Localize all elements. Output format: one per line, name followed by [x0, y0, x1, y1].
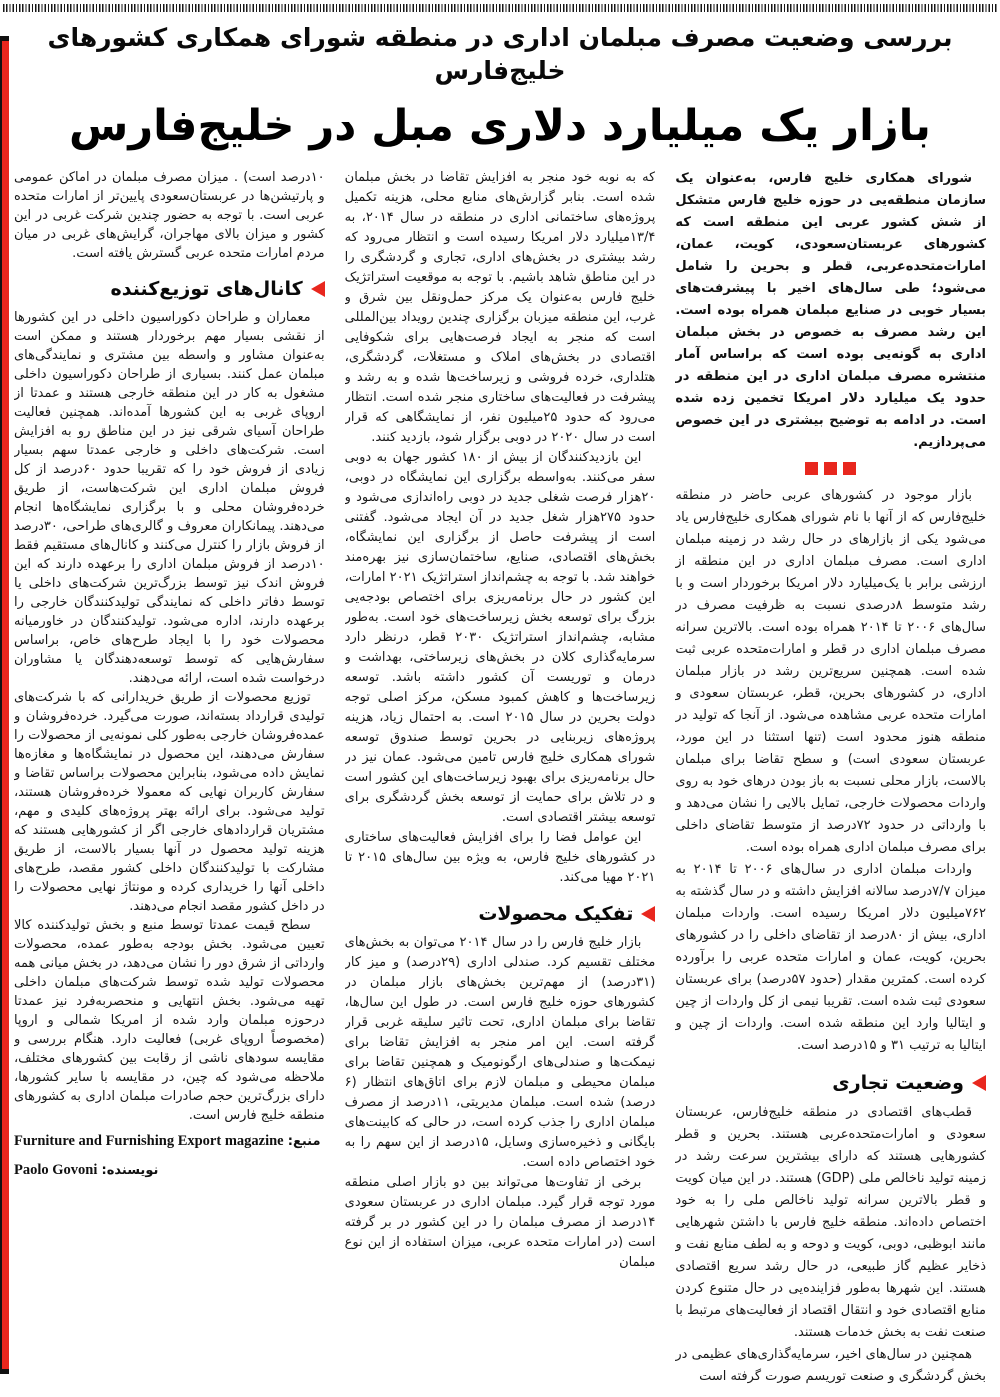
triangle-bullet-icon	[311, 281, 325, 297]
meta-value: Paolo Govoni	[13, 1161, 98, 1178]
source-line	[14, 1129, 325, 1154]
red-square-icon	[824, 462, 837, 475]
paragraph: ۱۰درصد است) . میزان مصرف مبلمان در اماکن عمومی و پارتیشن‌ها در عربستان‌سعودی پایین‌تر از امارات متحده عربی است. با توجه به حضور چندین شرکت غربی در این کشور و میزان بالای مهاجران، گرایش‌های غربی در میان مردم امارات متحده عربی گسترش یافته است.	[13, 170, 325, 261]
red-square-icon	[805, 462, 818, 475]
paragraph: همچنین در سال‌های اخیر، سرمایه‌گذاری‌های عظیمی در بخش گردشگری و صنعت توریسم صورت گرفته است	[675, 1346, 986, 1384]
article-column-middle	[345, 168, 656, 1397]
paragraph: این عوامل فضا را برای افزایش فعالیت‌های ساختاری در کشورهای خلیج فارس، به ویژه بین سال‌های ۲۰۱۵ تا ۲۰۲۱ مهیا می‌کند.	[344, 830, 656, 885]
lead-paragraph: شورای همکاری خلیج فارس، به‌عنوان یک سازمان منطقه‌یی در حوزه خلیج فارس متشکل از شش کشور عربی این منطقه است که کشورهای عربستان‌سعودی، کویت، عمان، امارات‌متحده‌عربی، قطر و بحرین را شامل می‌شود؛ طی سال‌های اخیر با پیشرفت‌های بسیار خوبی در صنایع مبلمان همراه بوده است. این رشد مصرف به خصوص در بخش مبلمان اداری به گونه‌یی بوده است که براساس آمار منتشره مصرف مبلمان اداری در این منطقه در حدود یک میلیارد دلار امریکا تخمین زده شده است. در ادامه به توضیح بیشتری در این خصوص می‌پردازیم.	[675, 171, 986, 450]
paragraph: توزیع محصولات از طریق خریدارانی که با شرکت‌های تولیدی قرارداد بسته‌اند، صورت می‌گیرد. خرده‌فروشان و عمده‌فروشان خارجی به‌طور کلی نمونه‌یی از محصولات را سفارش می‌دهند، این محصول در نمایشگاه‌ها و مغازه‌ها نمایش داده می‌شود، بنابراین محصولات براساس تقاضا و سفارش کاربران نهایی که معمولا خرده‌فروشان هستند، تولید می‌شود. برای ارائه بهتر پروژه‌های کلیدی و مهم، مشتریان قراردادهای خارجی اگر از کشورهایی هستند که هزینه تولید محصول در آنها بسیار بالاست، از طریق مشارکت با تولیدکنندگان داخلی کشور مقصد، طرح‌های داخلی آنها را خریداری کرده و مونتاژ نهایی محصولات را در داخل کشور مقصد انجام می‌دهند.	[13, 689, 325, 914]
author-line	[14, 1158, 325, 1183]
section-header	[14, 279, 325, 300]
paragraph: که به نوبه خود منجر به افزایش تقاضا در بخش مبلمان شده است. بنابر گزارش‌های منابع محلی، هزینه تکمیل پروژه‌های ساختمانی اداری در منطقه در سال ۲۰۱۴، به ۱۳/۴میلیارد دلار امریکا رسیده است و انتظار می‌رود که رشد بیشتری در بخش‌های اداری، تجاری و گردشگری را در این مناطق شاهد باشیم. با توجه به موقعیت استراتژیک خلیج فارس به‌عنوان یک مرکز حمل‌ونقل بین شرق و غرب، این منطقه میزبان برگزاری چندین رویداد بین‌المللی است که منجر به ایجاد فرصت‌هایی برای شکوفایی اقتصادی در بخش‌های املاک و مستغلات، گردشگری، هتلداری، خرده فروشی و زیرساخت‌ها شده و به رشد و پیشرفت در فعالیت‌های ساختاری منجر شده است. انتظار می‌رود که حدود ۲۵میلیون نفر، از نمایشگاهی که قرار است در سال ۲۰۲۰ در دوبی برگزار شود، بازدید کنند.	[344, 170, 656, 445]
paragraph: سطح قیمت عمدتا توسط منبع و بخش تولیدکننده کالا تعیین می‌شود. بخش بودجه به‌طور عمده، محصولات وارداتی از شرق دور را نشان می‌دهد، در بخش میانی همه محصولات تولید شده توسط شرکت‌های مبلمان داخلی تهیه می‌شود. بخش انتهایی و منحصربه‌فرد نیز عمدتا درحوزه مبلمان وارد شده از امریکا شمالی و اروپا (مخصوصاً اروپای غربی) فعالیت دارد. هنگام بررسی و مقایسه سودهای ناشی از رقابت بین کشورهای مختلف، ملاحظه می‌شود که چین، در مقایسه با سایر کشورها، دارای بزرگ‌ترین حجم صادرات مبلمان اداری به کشورهای منطقه خلیج فارس است.	[13, 917, 325, 1123]
kicker: بررسی وضعیت مصرف مبلمان اداری در منطقه شورای همکاری کشورهای خلیج‌فارس	[47, 23, 953, 85]
paragraph: بازار خلیج فارس را در سال ۲۰۱۴ می‌توان به بخش‌های مختلف تقسیم کرد. صندلی اداری (۲۹درصد) و میز کار (۳۱درصد) از مهم‌ترین بخش‌های بازار مبلمان در کشورهای حوزه خلیج فارس است. در طول این سال‌ها، تقاضا برای مبلمان اداری، تحت تاثیر سلیقه غربی قرار گرفته است. این امر منجر به افزایش تقاضا برای نیمکت‌ها و صندلی‌های ارگونومیک و همچنین تقاضا برای مبلمان محیطی و مبلمان لازم برای اتاق‌های انتظار (۶ درصد) شده است. مبلمان مدیریتی، ۱۱درصد از مصرف مبلمان اداری را جذب کرده است، در حالی که کابینت‌های بایگانی و ذخیره‌سازی وسایل، ۱۵درصد از این سهم را به خود اختصاص داده است.	[344, 934, 656, 1170]
section-title: تفکیک محصولات	[478, 903, 634, 925]
paragraph: بازار موجود در کشورهای عربی حاضر در منطقه خلیج‌فارس که از آنها با نام شورای همکاری خلیج‌فارس یاد می‌شود یکی از بازارهای در حال رشد در زمینه مبلمان اداری است. مصرف مبلمان اداری در این منطقه از ارزشی برابر با یک‌میلیارد دلار امریکا برخوردار است و با رشد متوسط ۸درصدی نسبت به ظرفیت مصرف در سال‌های ۲۰۰۶ تا ۲۰۱۴ همراه بوده است. بالاترین سرانه مصرف مبلمان اداری در قطر و امارات‌متحده عربی ثبت شده است. همچنین سریع‌ترین رشد در بازار مبلمان اداری، در کشورهای بحرین، قطر، عربستان سعودی و امارات متحده عربی مشاهده می‌شود. از آنجا که تولید در منطقه هنوز محدود است (تنها استثنا در این مورد، عربستان سعودی است) و سطح تقاضا برای مبلمان بالاست، بازار محلی نسبت به باز بودن درهای خود به روی واردات محصولات خارجی، تمایل بالایی را نشان می‌دهد و با وارداتی در حدود ۷۲درصد از متوسط تقاضای داخلی برای مصرف مبلمان اداری همراه بوده است.	[675, 488, 986, 855]
red-square-icon	[843, 462, 856, 475]
triangle-bullet-icon	[641, 906, 655, 922]
section-header	[675, 1073, 986, 1094]
meta-value: Furniture and Furnishing Export magazine	[13, 1132, 284, 1149]
paragraph: برخی از تفاوت‌ها می‌تواند بین دو بازار اصلی منطقه مورد توجه قرار گیرد. مبلمان اداری در عربستان سعودی ۱۴درصد از مصرف مبلمان را در این کشور در بر گرفته است (در امارات متحده عربی، میزان استفاده از این نوع مبلمان	[344, 1174, 656, 1270]
article-column-left	[14, 168, 325, 1397]
red-margin-rule	[2, 36, 9, 1374]
paragraph: واردات مبلمان اداری در سال‌های ۲۰۰۶ تا ۲۰۱۴ به میزان ۷/۷درصد سالانه افزایش داشته و در سال گذشته به ۷۶۲میلیون دلار امریکا رسیده است. واردات مبلمان اداری، بیش از ۸۰درصد از تقاضای داخلی را در کشورهای بحرین، کویت، عمان و امارات متحده عربی را برآورده کرده است. کمترین مقدار (حدود ۵۷درصد) برای عربستان سعودی ثبت شده است. تقریبا نیمی از کل واردات از چین و ایتالیا وارد این منطقه شده است. واردات از چین و ایتالیا به ترتیب ۳۱ و ۱۵درصد است.	[675, 862, 986, 1053]
paragraph: قطب‌های اقتصادی در منطقه خلیج‌فارس، عربستان سعودی و امارات‌متحده‌عربی هستند. بحرین و قطر کشورهایی هستند که دارای بیشترین سرعت رشد در زمینه تولید ناخالص ملی (GDP) هستند. در این میان کویت و قطر بالاترین سرانه تولید ناخالص ملی را به خود اختصاص داده‌اند. منطقه خلیج فارس با داشتن شهرهایی مانند ابوظبی، دوبی، کویت و دوحه و به لطف منابع نفت و ذخایر عظیم گاز طبیعی، در حال رشد سریع اقتصادی هستند. این شهرها به‌طور فزاینده‌یی در حال متنوع کردن منابع اقتصادی خود و انتقال اقتصاد از فعالیت‌های مرتبط با صنعت نفت به بخش خدمات هستند.	[675, 1104, 986, 1340]
meta-label: نویسنده:	[101, 1162, 159, 1178]
article-header	[30, 22, 970, 153]
triangle-bullet-icon	[972, 1075, 986, 1091]
article-columns	[14, 168, 986, 1397]
section-divider	[675, 462, 986, 475]
section-title: وضعیت تجاری	[832, 1072, 964, 1094]
paragraph: معماران و طراحان دکوراسیون داخلی در این کشورها از نقشی بسیار مهم برخوردار هستند و ممکن است به‌عنوان مشاور و واسطه بین مشتری و نمایندگی‌های مبلمان عمل کنند. بسیاری از طراحان دکوراسیون داخلی مشغول به کار در این منطقه خارجی هستند و عمدتا از اروپای غربی به این کشورها آمده‌اند. همچنین فعالیت طراحان آسیای شرقی نیز در این مناطق رو به افزایش است. شرکت‌های داخلی و خارجی عمدتا سهم بسیار زیادی از فروش خود را که تقریبا حدود ۶۰درصد از کل فروش مبلمان اداری این شرکت‌هاست، از طریق خرده‌فروشان محلی و با برگزاری نمایشگاه‌ها انجام می‌دهند. پیمانکاران معروف و گالری‌های طراحی، ۳۰درصد از فروش بازار را کنترل می‌کنند و کانال‌های مستقیم فقط ۱۰درصد از فروش مبلمان اداری را برعهده دارند که این فروش اندک نیز توسط بزرگ‌ترین شرکت‌های داخلی یا توسط دفاتر داخلی که نمایندگی تولیدکنندگان خارجی را برعهده دارند، اداره می‌شود. تولیدکنندگان در خاورمیانه محصولات خود را با ایجاد طرح‌های خاص، براساس سفارش‌هایی که توسط توسعه‌دهندگان یا مشاوران درخواست شده است، ارائه می‌دهند.	[13, 309, 325, 686]
section-header	[345, 904, 656, 925]
section-title: کانال‌های توزیع‌کننده	[110, 278, 303, 300]
page-title: بازار یک میلیارد دلاری مبل در خلیج‌فارس	[69, 101, 931, 151]
paragraph: این بازدیدکنندگان از بیش از ۱۸۰ کشور جهان به دوبی سفر می‌کنند. به‌واسطه برگزاری این نمایشگاه در دوبی، ۲۰هزار فرصت شغلی جدید در دوبی راه‌اندازی می‌شود و حدود ۲۷۵هزار شغل جدید در آن ایجاد می‌شود. گفتنی است از پیشرفت حاصل از برگزاری این نمایشگاه، بخش‌های اقتصادی، صنایع، ساختمان‌سازی نیز بهره‌مند خواهند شد. با توجه به چشم‌انداز استراتژیک ۲۰۲۱ امارات، این کشور در حال برنامه‌ریزی برای اختصاص بودجه‌یی بزرگ برای توسعه بخش زیرساخت‌های خود است. به‌طور مشابه، چشم‌انداز استراتژیک ۲۰۳۰ قطر، درنظر دارد سرمایه‌گذاری کلان در بخش‌های زیرساختی، بهداشت و درمان و توریست آن کشور داشته باشد. توسعه زیرساخت‌ها و کاهش کمبود مسکن، مرکز اصلی توجه دولت بحرین در سال ۲۰۱۵ است. به احتمال زیاد، هزینه پروژه‌های زیربنایی در بحرین توسط صندوق توسعه شورای همکاری خلیج فارس تامین می‌شود. عمان نیز در حال برنامه‌ریزی برای بهبود زیرساخت‌های این کشور است و در تلاش برای حمایت از توسعه بخش گردشگری برای توسعه بیشتر اقتصادی است.	[344, 450, 656, 825]
ornamental-hatched-rule	[3, 4, 997, 12]
meta-label: منبع:	[287, 1133, 321, 1149]
article-column-right	[675, 168, 986, 1397]
